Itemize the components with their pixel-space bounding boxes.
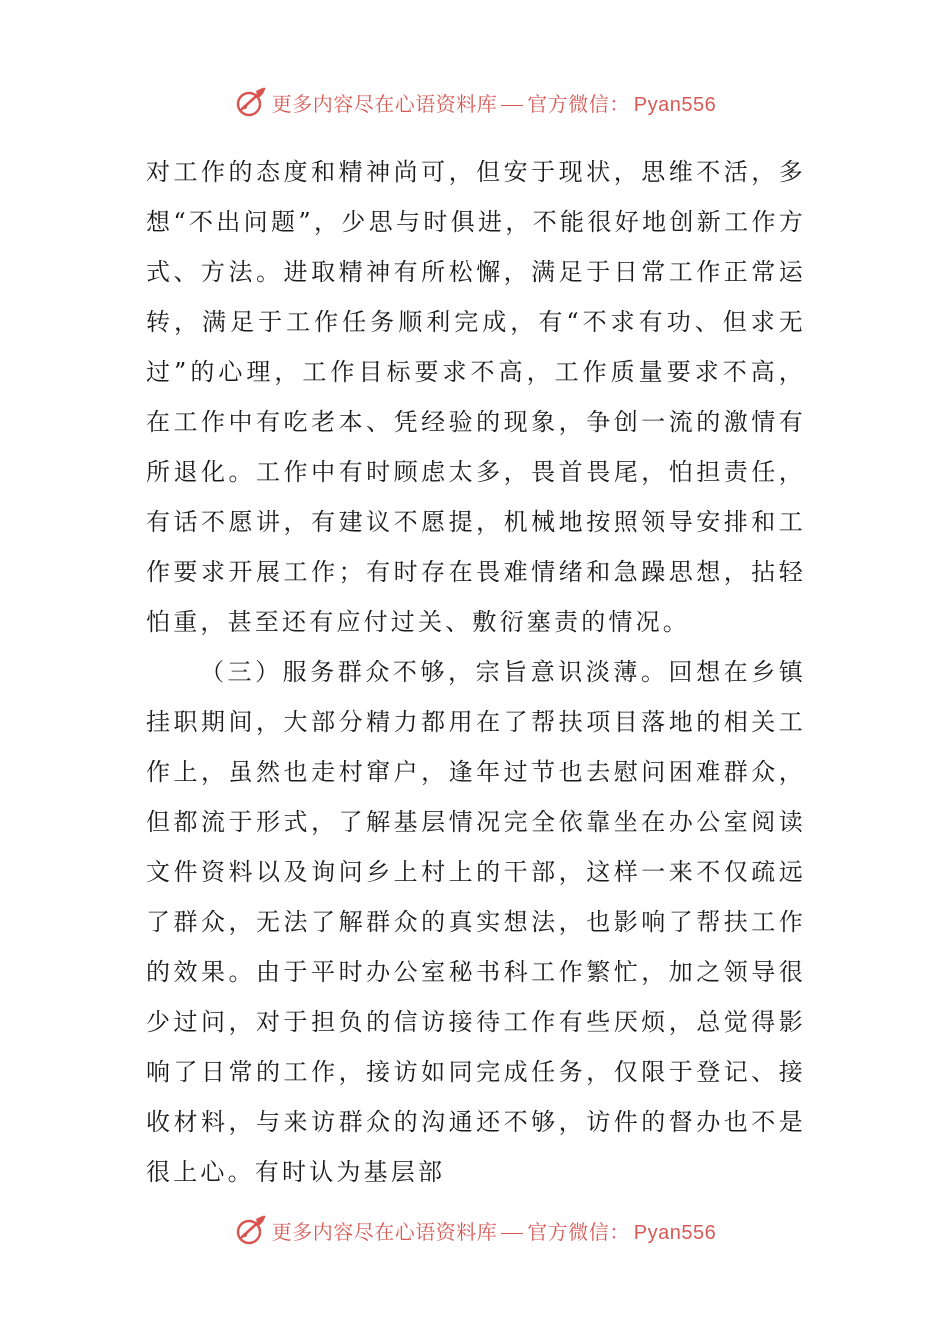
banner-label: 更多内容尽在心语资料库 <box>271 1219 498 1244</box>
footer-banner <box>0 1208 950 1252</box>
banner-official: 官方微信： <box>527 91 630 116</box>
quill-seal-icon <box>234 1213 268 1247</box>
paragraph-2: （三）服务群众不够，宗旨意识淡薄。回想在乡镇挂职期间，大部分精力都用在了帮扶项目落地的相关工作上，虽然也走村窜户，逢年过节也去慰问困难群众，但都流于形式，了解基层情况完全依靠坐在办公室阅读文件资料以及询问乡上村上的干部，这样一来不仅疏远了群众，无法了解群众的真实想法，也影响了帮扶工作的效果。由于平时办公室秘书科工作繁忙，加之领导很少过问，对于担负的信访接待工作有些厌烦，总觉得影响了日常的工作，接访如同完成任务，仅限于登记、接收材料，与来访群众的沟通还不够，访件的督办也不是很上心。有时认为基层部 <box>146 658 806 1186</box>
banner-label: 更多内容尽在心语资料库 <box>271 91 498 116</box>
banner-dash <box>501 105 523 106</box>
header-banner <box>0 80 950 124</box>
document-body <box>146 147 806 1197</box>
banner-dash <box>501 1233 523 1234</box>
banner-wechat-id: Pyan556 <box>633 93 717 116</box>
banner-text <box>272 1216 716 1245</box>
banner-text <box>272 88 716 117</box>
banner-wechat-id: Pyan556 <box>633 1221 717 1244</box>
quill-seal-icon <box>234 85 268 119</box>
banner-official: 官方微信： <box>527 1219 630 1244</box>
paragraph-1: 对工作的态度和精神尚可，但安于现状，思维不活，多想“不出问题”，少思与时俱进，不能很好地创新工作方式、方法。进取精神有所松懈，满足于日常工作正常运转，满足于工作任务顺利完成，有“不求有功、但求无过”的心理，工作目标要求不高，工作质量要求不高，在工作中有吃老本、凭经验的现象，争创一流的激情有所退化。工作中有时顾虑太多，畏首畏尾，怕担责任，有话不愿讲，有建议不愿提，机械地按照领导安排和工作要求开展工作；有时存在畏难情绪和急躁思想，拈轻怕重，甚至还有应付过关、敷衍塞责的情况。 <box>146 158 806 636</box>
